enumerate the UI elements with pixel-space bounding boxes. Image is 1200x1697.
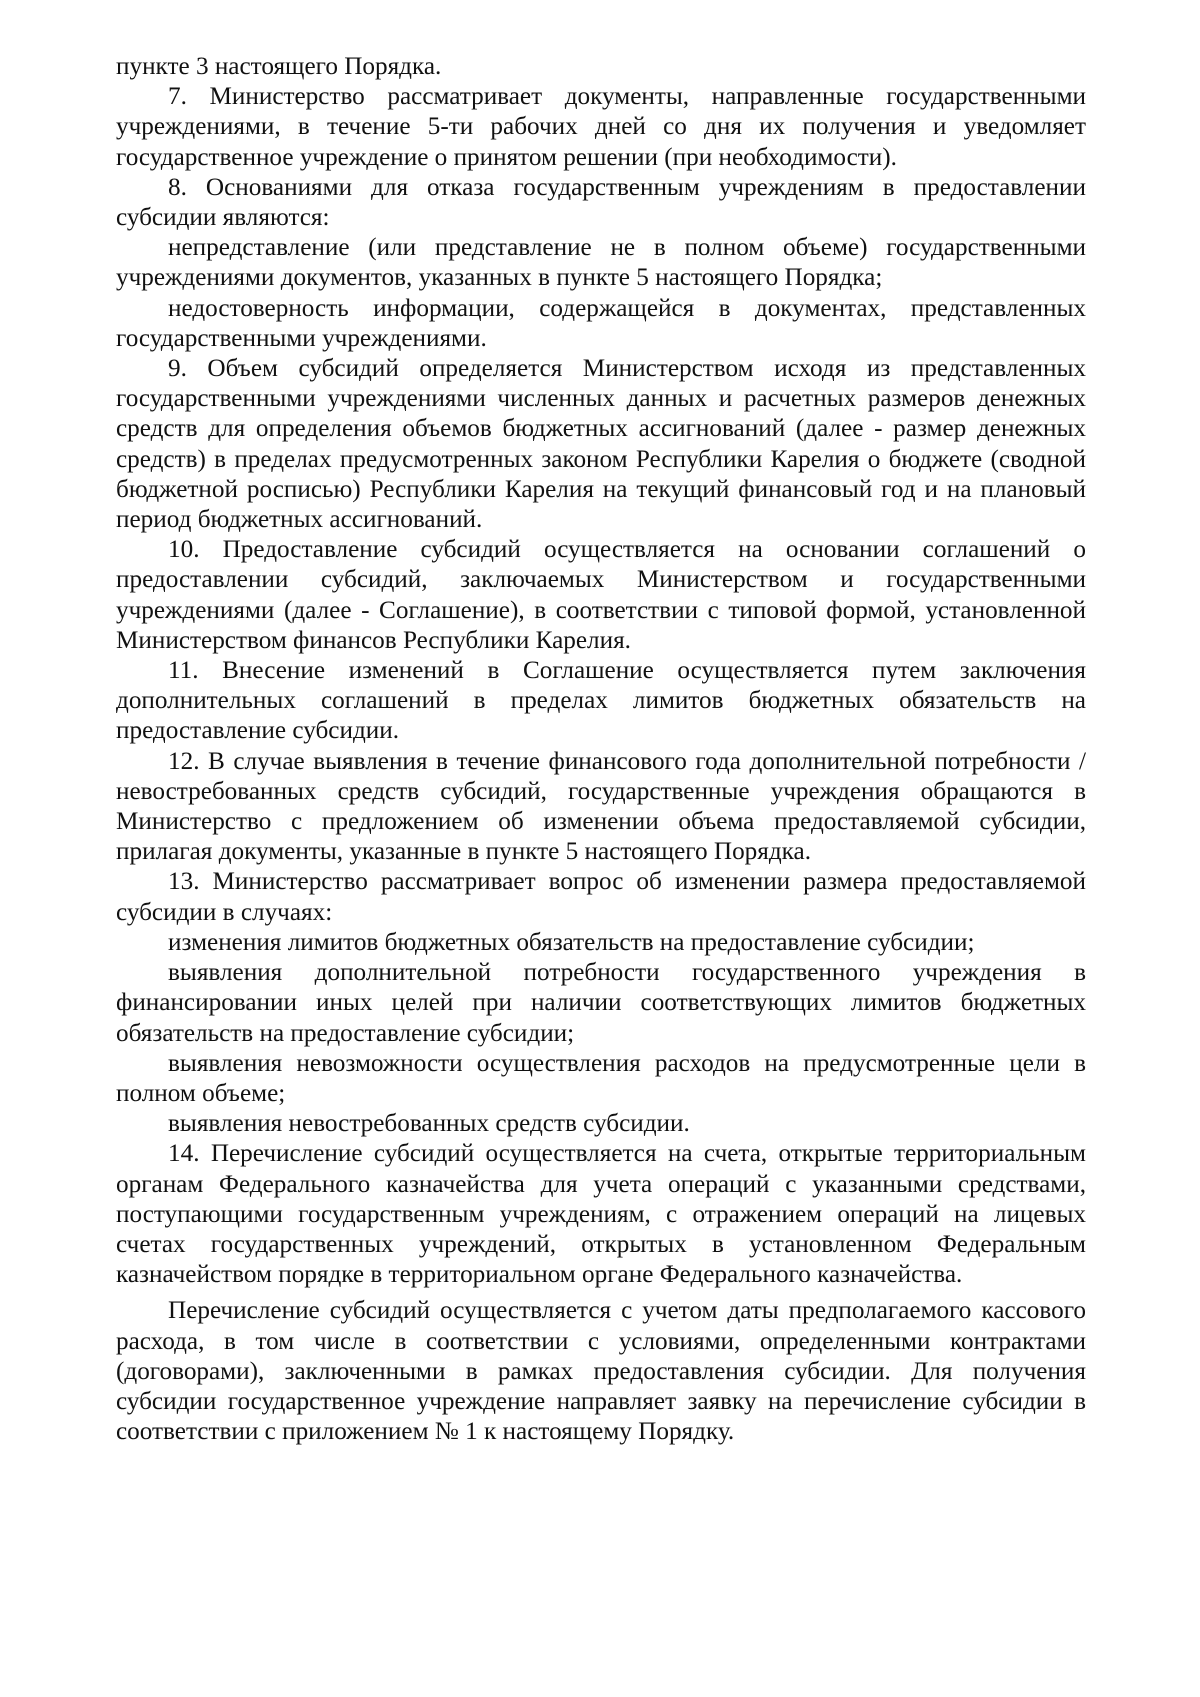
paragraph-refusal-reason-1: непредставление (или представление не в полном объеме) государственными учреждениями документов, указанных в пункте 5 настоящего Порядка;: [116, 234, 1086, 292]
document-page: [116, 52, 1086, 1447]
paragraph-item-11: 11. Внесение изменений в Соглашение осуществляется путем заключения дополнительных соглашений в пределах лимитов бюджетных обязательств на предоставление субсидии.: [116, 657, 1086, 745]
paragraph-continuation: пункте 3 настоящего Порядка.: [116, 53, 442, 80]
paragraph-item-9: 9. Объем субсидий определяется Министерством исходя из представленных государственными учреждениями численных данных и расчетных размеров денежных средств для определения объемов бюджетных ассигнований (далее - размер денежных средств) в пределах предусмотренных законом Республики Карелия о бюджете (сводной бюджетной росписью) Республики Карелия на текущий финансовый год и на плановый период бюджетных ассигнований.: [116, 355, 1086, 534]
paragraph-case-3: выявления невозможности осуществления расходов на предусмотренные цели в полном объеме;: [116, 1049, 1086, 1107]
paragraph-item-14: 14. Перечисление субсидий осуществляется на счета, открытые территориальным органам Федерального казначейства для учета операций с указанными средствами, поступающими государственным учреждениям, с отражением операций на лицевых счетах государственных учреждений, открытых в установленном Федеральным казначейством порядке в территориальном органе Федерального казначейства.: [116, 1140, 1086, 1289]
paragraph-case-1: изменения лимитов бюджетных обязательств на предоставление субсидии;: [168, 928, 975, 956]
paragraph-refusal-reason-2: недостоверность информации, содержащейся в документах, представленных государственными учреждениями.: [116, 294, 1086, 352]
paragraph-item-10: 10. Предоставление субсидий осуществляется на основании соглашений о предоставлении субсидий, заключаемых Министерством и государственными учреждениями (далее - Соглашение), в соответствии с типовой формой, установленной Министерством финансов Республики Карелия.: [116, 536, 1086, 654]
paragraph-case-2: выявления дополнительной потребности государственного учреждения в финансировании иных целей при наличии соответствующих лимитов бюджетных обязательств на предоставление субсидии;: [116, 959, 1086, 1047]
paragraph-item-13: 13. Министерство рассматривает вопрос об изменении размера предоставляемой субсидии в случаях:: [116, 868, 1086, 926]
paragraph-item-12: 12. В случае выявления в течение финансового года дополнительной потребности / невостребованных средств субсидий, государственные учреждения обращаются в Министерство с предложением об изменении объема предоставляемой субсидии, прилагая документы, указанные в пункте 5 настоящего Порядка.: [116, 747, 1086, 866]
paragraph-item-8: 8. Основаниями для отказа государственным учреждениям в предоставлении субсидии являются:: [116, 173, 1086, 232]
paragraph-case-4: выявления невостребованных средств субсидии.: [168, 1110, 690, 1138]
paragraph-item-7: 7. Министерство рассматривает документы, направленные государственными учреждениями, в течение 5-ти рабочих дней со дня их получения и уведомляет государственное учреждение о принятом решении (при необходимости).: [116, 83, 1086, 171]
paragraph-transfer-conditions: Перечисление субсидий осуществляется с учетом даты предполагаемого кассового расхода, в том числе в соответствии с условиями, определенными контрактами (договорами), заключенными в рамках предоставления субсидии. Для получения субсидии государственное учреждение направляет заявку на перечисление субсидии в соответствии с приложением № 1 к настоящему Порядку.: [116, 1297, 1086, 1446]
